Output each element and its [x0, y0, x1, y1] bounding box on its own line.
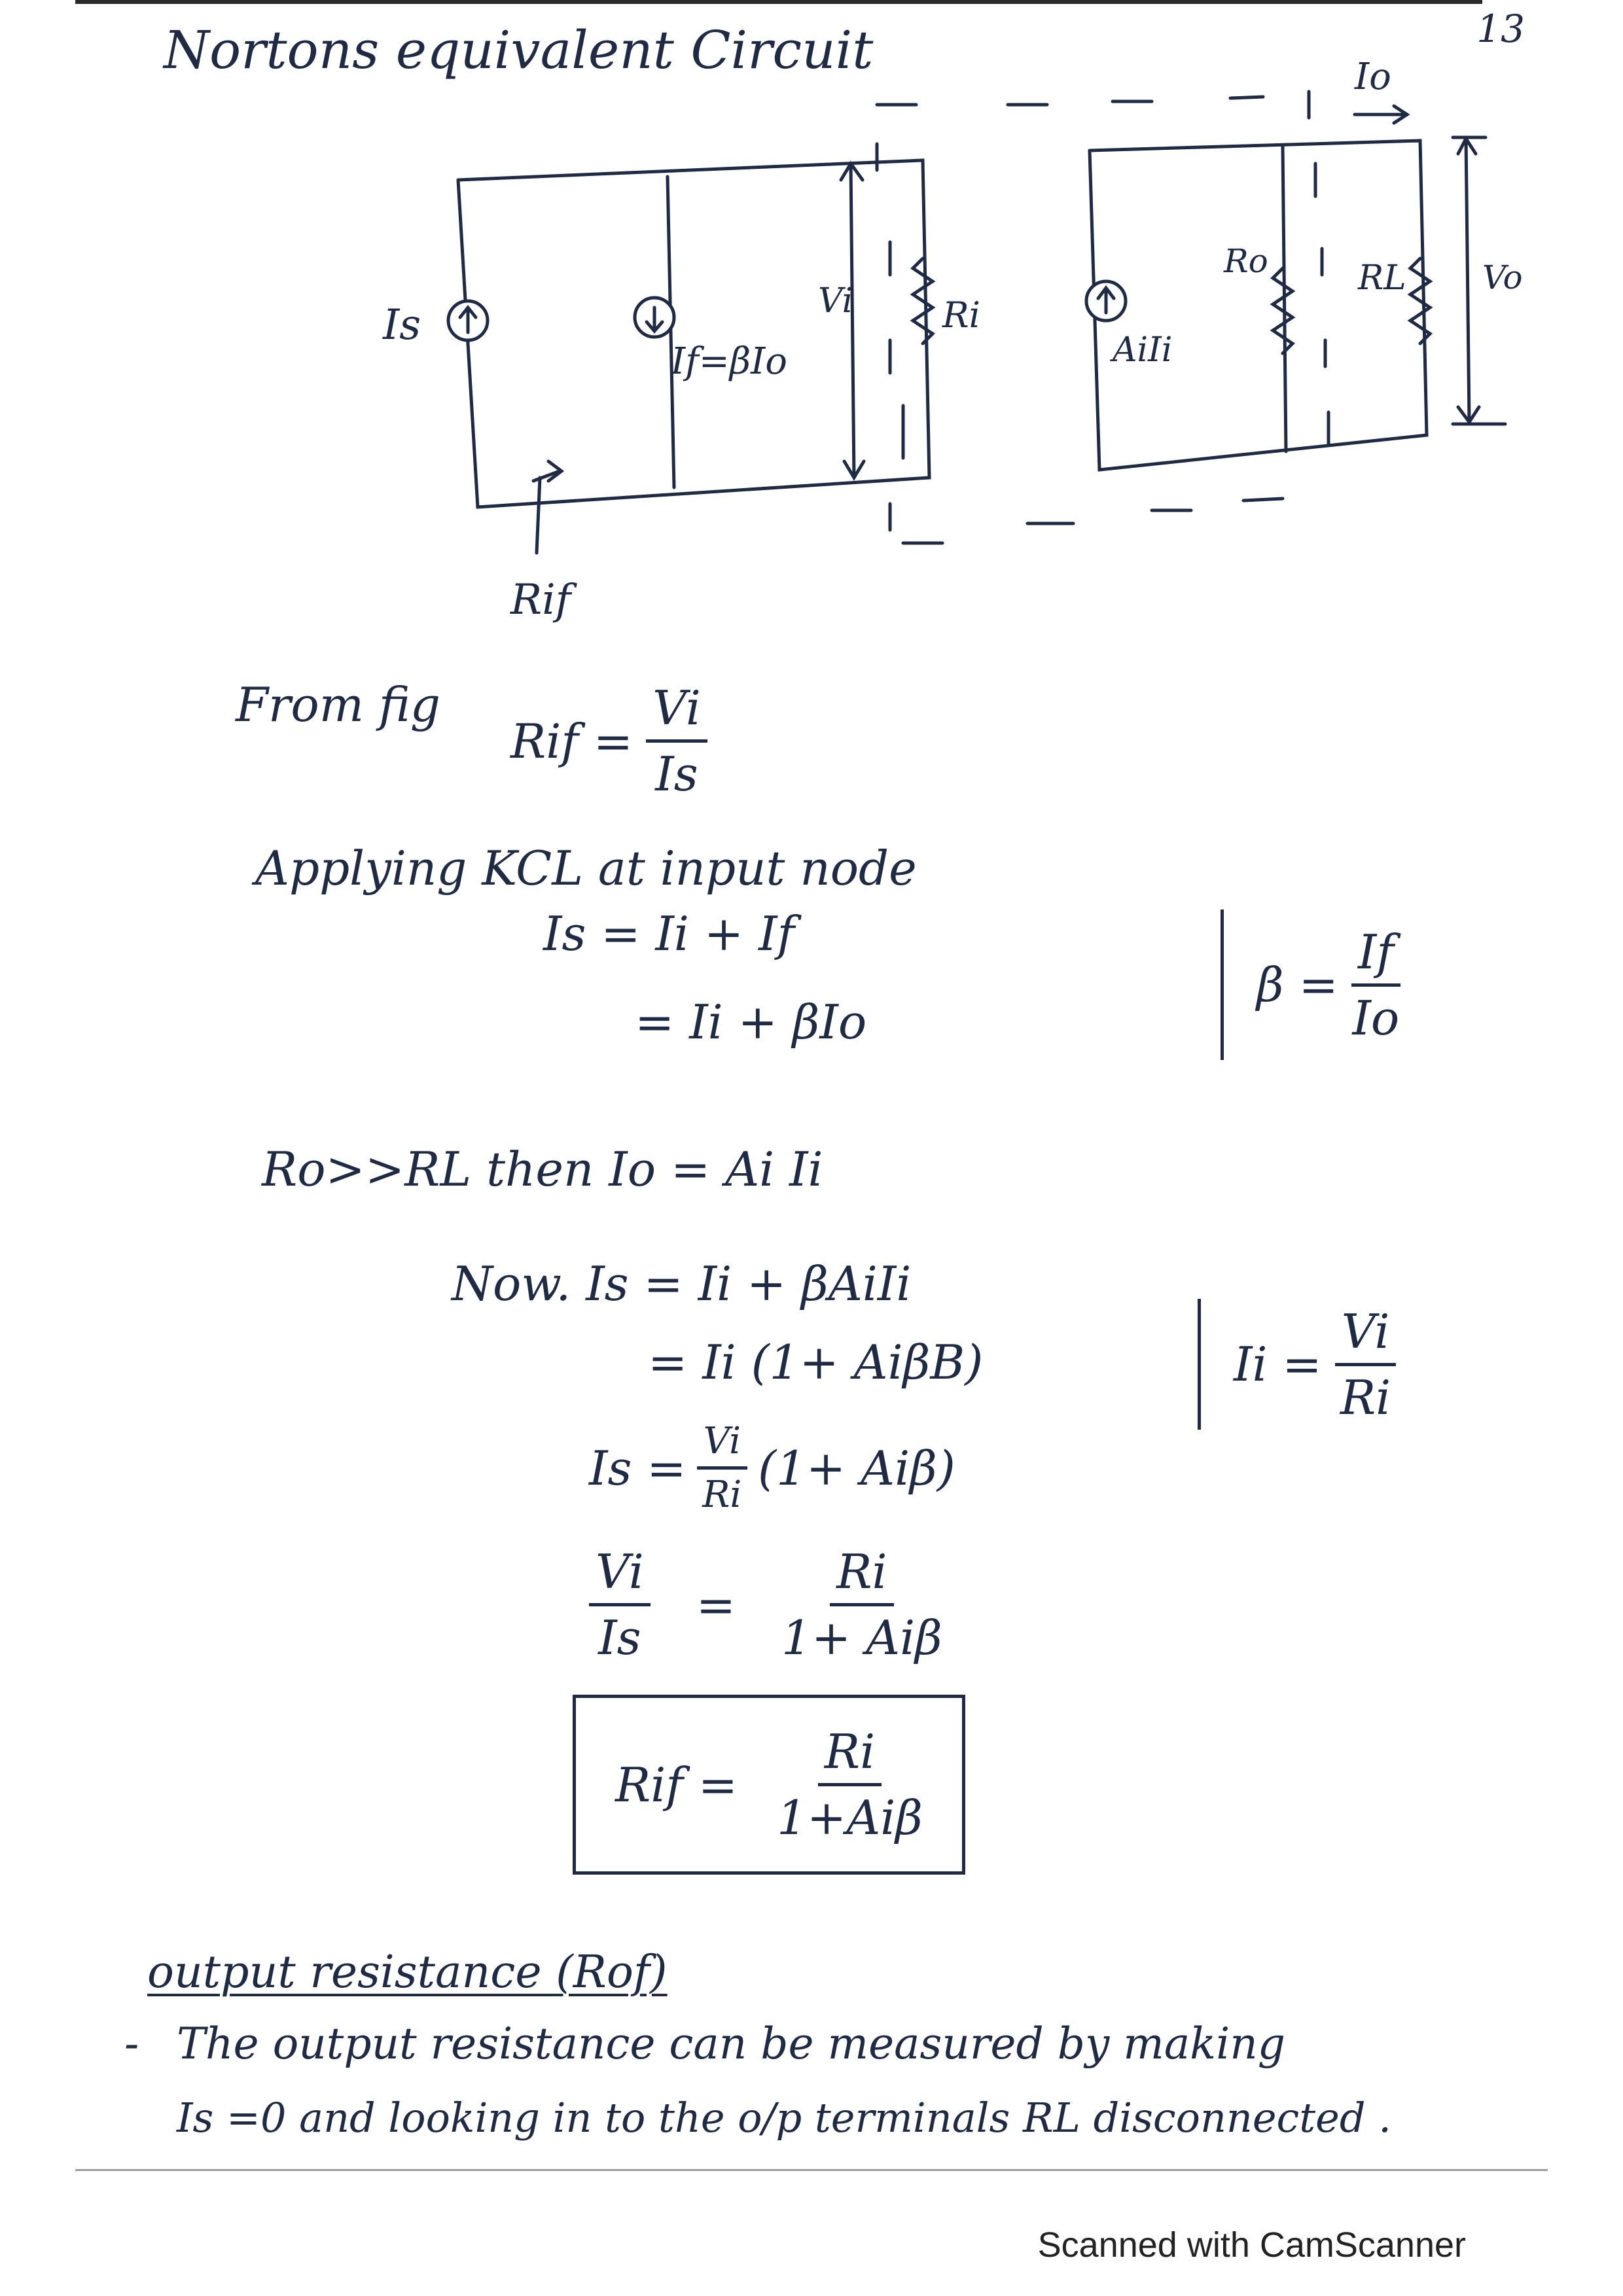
kcl-equation-2: = Ii + βIo: [635, 995, 867, 1050]
ratio-den: Is: [598, 1610, 641, 1665]
ii-lhs: Ii =: [1234, 1337, 1322, 1392]
ratio-right-fraction: [781, 1544, 942, 1665]
now-equation-1: Now. Is = Ii + βAiIi: [452, 1256, 912, 1311]
ii-definition: [1198, 1299, 1396, 1430]
ratio-num: Vi: [589, 1544, 651, 1606]
final-den: 1+Aiβ: [777, 1790, 923, 1845]
final-num: Ri: [818, 1724, 882, 1786]
ratio-left-fraction: [589, 1544, 651, 1665]
rif-fraction: [646, 680, 707, 802]
bullet-dash: -: [124, 2019, 139, 2069]
source-aii-label: AiIi: [1113, 330, 1173, 370]
is-tail: (1+ Aiβ): [757, 1440, 955, 1496]
beta-lhs: β =: [1257, 957, 1338, 1012]
page-number: 13: [1476, 7, 1525, 51]
rl-label: RL: [1358, 258, 1406, 298]
is-fraction: [697, 1420, 747, 1516]
from-fig-text: From fig: [236, 677, 440, 732]
beta-fraction: [1351, 925, 1400, 1046]
scanner-watermark: Scanned with CamScanner: [1037, 2225, 1466, 2265]
ro-label: Ro: [1224, 242, 1268, 280]
kcl-text: Applying KCL at input node: [255, 841, 917, 896]
now-equation-2: = Ii (1+ AiβB): [648, 1335, 984, 1390]
is-equation: [589, 1420, 955, 1516]
io-label: Io: [1355, 56, 1391, 98]
kcl-equation-1: Is = Ii + If: [543, 906, 795, 961]
vo-label: Vo: [1482, 258, 1523, 296]
is-num: Vi: [697, 1420, 747, 1470]
ratio-equals: =: [696, 1577, 736, 1633]
final-fraction: [777, 1724, 923, 1845]
source-if-label: If=βIo: [671, 340, 787, 383]
ri-label: Ri: [942, 294, 980, 336]
page-title: Nortons equivalent Circuit: [164, 20, 874, 80]
beta-definition: [1221, 910, 1400, 1060]
final-lhs: Rif =: [615, 1757, 738, 1812]
rif-label: Rif: [510, 576, 571, 624]
final-result-box: [573, 1695, 965, 1875]
ii-den: Ri: [1340, 1369, 1391, 1425]
output-text-line-2: Is =0 and looking in to the o/p terminals RL disconnected .: [177, 2094, 1391, 2142]
ii-num: Vi: [1335, 1304, 1397, 1366]
source-is-label: Is: [383, 301, 421, 349]
output-text-line-1: The output resistance can be measured by making: [177, 2019, 1286, 2069]
vi-label: Vi: [818, 281, 853, 321]
rif-definition: [510, 680, 707, 802]
rif-num: Vi: [646, 680, 707, 743]
ratio-rnum: Ri: [830, 1544, 893, 1606]
bottom-divider: [75, 2169, 1548, 2171]
rif-lhs: Rif =: [510, 713, 633, 769]
nortons-circuit-diagram: [0, 0, 1623, 654]
output-resistance-heading: output resistance (Rof): [147, 1947, 668, 1998]
ro-condition: Ro>>RL then Io = Ai Ii: [262, 1142, 823, 1197]
is-den: Ri: [702, 1474, 742, 1516]
is-lhs: Is =: [589, 1440, 687, 1496]
ratio-rden: 1+ Aiβ: [781, 1610, 942, 1665]
beta-num: If: [1351, 925, 1400, 987]
ratio-equation: [589, 1544, 942, 1665]
rif-den: Is: [655, 747, 698, 802]
beta-den: Io: [1352, 990, 1400, 1046]
ii-fraction: [1335, 1304, 1397, 1425]
